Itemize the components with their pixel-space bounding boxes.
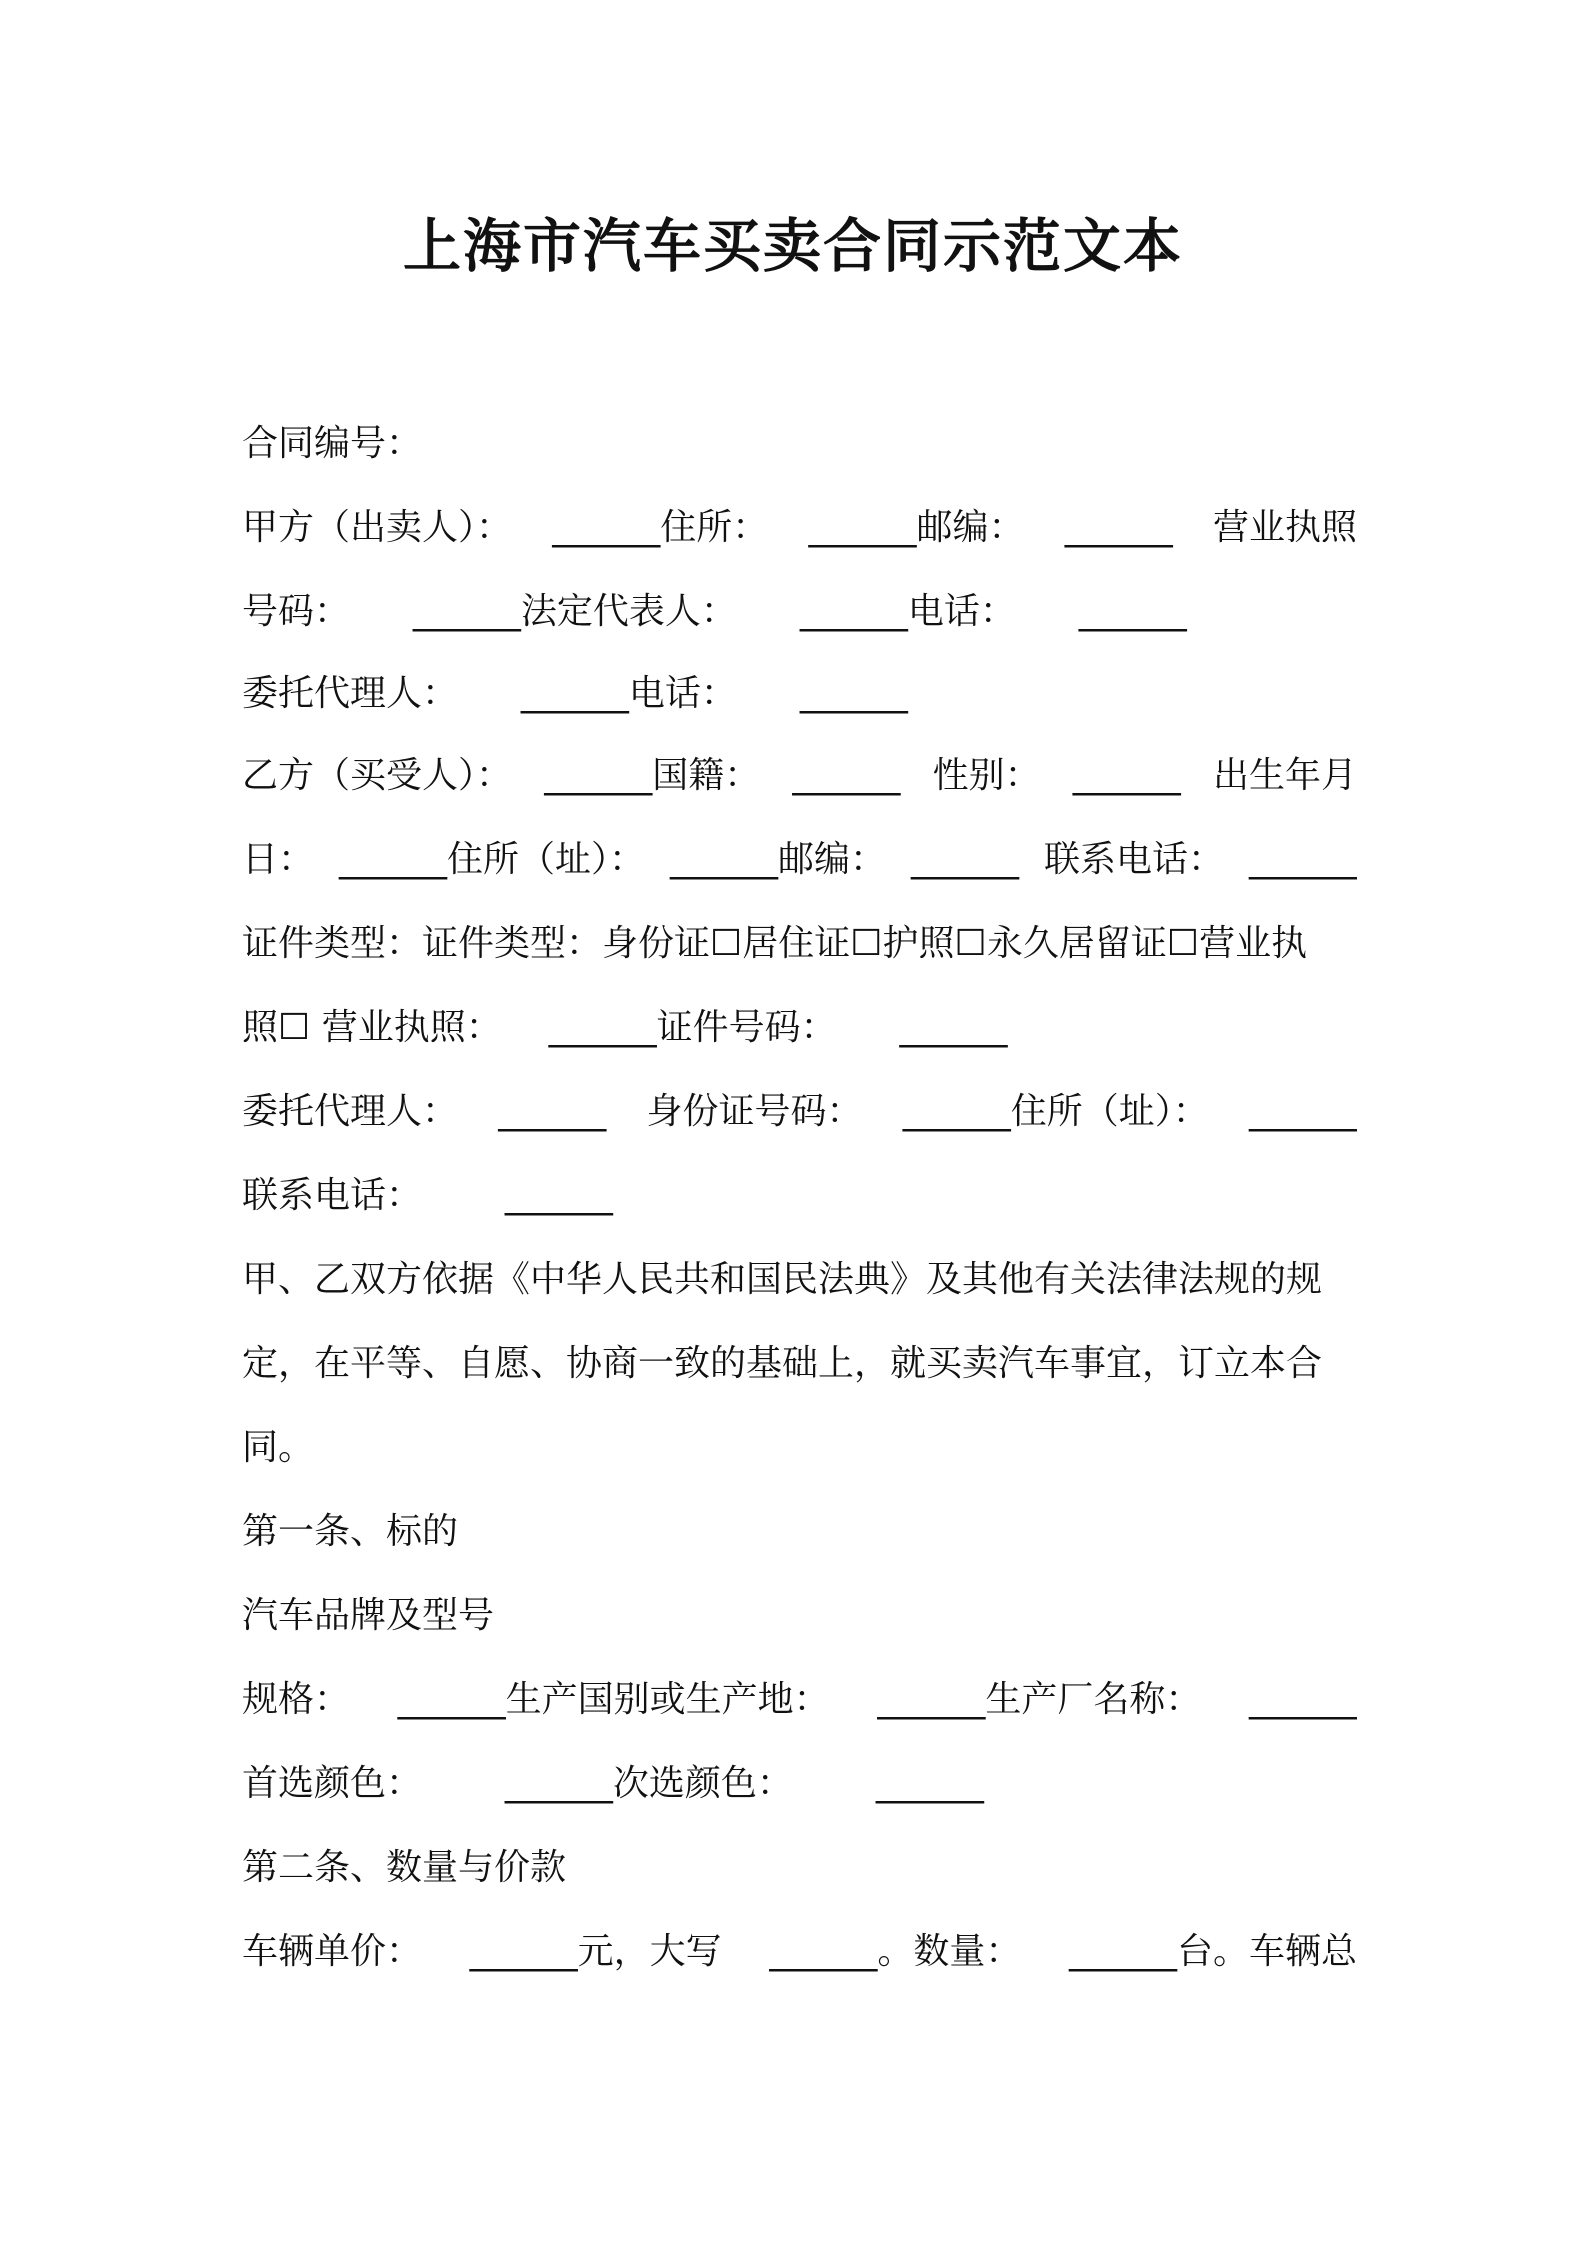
line-business-license bbox=[242, 986, 1357, 1070]
text-segment: 甲方（出卖人）： bbox=[242, 507, 513, 548]
text-segment: 委托代理人： bbox=[242, 673, 459, 714]
text-segment: ______生产厂名称： bbox=[877, 1679, 1202, 1720]
section-heading-article-1 bbox=[242, 1490, 1357, 1574]
contract-body bbox=[242, 402, 1357, 1994]
line-preamble-2 bbox=[242, 1322, 1357, 1406]
text-segment: 出生年月 bbox=[1212, 755, 1357, 796]
text-segment: ______法定代表人： bbox=[412, 591, 737, 632]
text-segment: ______ bbox=[792, 755, 901, 796]
document-title: 上海市汽车买卖合同示范文本 bbox=[402, 212, 1183, 280]
text-segment: 规格： bbox=[242, 1679, 351, 1720]
line-party-a-1 bbox=[242, 486, 1357, 570]
text-segment: 车辆单价： bbox=[242, 1931, 423, 1972]
line-contact-phone bbox=[242, 1154, 1357, 1238]
line-contract-number bbox=[242, 402, 1357, 486]
text-segment: 汽车品牌及型号 bbox=[242, 1595, 495, 1636]
text-segment: 营业执照 bbox=[1212, 507, 1357, 548]
text-segment: 同。 bbox=[242, 1427, 315, 1468]
line-preamble-3 bbox=[242, 1406, 1357, 1490]
text-segment: 第一条、标的 bbox=[242, 1511, 459, 1552]
text-segment: 日： bbox=[242, 839, 315, 880]
text-segment: ______ bbox=[1248, 1091, 1357, 1132]
line-party-b-1 bbox=[242, 734, 1357, 818]
text-segment: 委托代理人： bbox=[242, 1091, 459, 1132]
text-segment: 联系电话： bbox=[242, 1175, 423, 1216]
line-brand-model bbox=[242, 1574, 1357, 1658]
text-segment: ______国籍： bbox=[544, 755, 761, 796]
text-segment: ______ bbox=[1064, 507, 1173, 548]
text-segment: ______。数量： bbox=[769, 1931, 1022, 1972]
text-segment: ______ bbox=[899, 1007, 1008, 1048]
text-segment: ______电话： bbox=[520, 673, 737, 714]
line-specification bbox=[242, 1658, 1357, 1742]
text-segment: 第二条、数量与价款 bbox=[242, 1847, 567, 1888]
text-segment: ______住所（址）： bbox=[339, 839, 646, 880]
text-segment: ______ bbox=[504, 1175, 613, 1216]
text-segment: ______邮编： bbox=[808, 507, 1025, 548]
line-party-b-2 bbox=[242, 818, 1357, 902]
text-segment: 号码： bbox=[242, 591, 351, 632]
text-segment: 照☐ 营业执照： bbox=[242, 1007, 502, 1048]
line-id-type bbox=[242, 902, 1357, 986]
line-party-a-2 bbox=[242, 570, 1357, 654]
text-segment: ______ bbox=[1078, 591, 1187, 632]
text-segment: ______住所： bbox=[552, 507, 769, 548]
text-segment: 身份证号码： bbox=[646, 1091, 863, 1132]
line-party-b-agent bbox=[242, 1070, 1357, 1154]
text-segment: ______生产国别或生产地： bbox=[397, 1679, 830, 1720]
text-segment: ______ bbox=[1248, 839, 1357, 880]
text-segment: 乙方（买受人）： bbox=[242, 755, 513, 796]
line-party-a-agent bbox=[242, 654, 1357, 734]
text-segment: 联系电话： bbox=[1043, 839, 1224, 880]
text-segment: 性别： bbox=[932, 755, 1041, 796]
text-segment: ______元，大写 bbox=[469, 1931, 722, 1972]
text-segment: ______次选颜色： bbox=[504, 1763, 793, 1804]
text-segment: ______ bbox=[911, 839, 1019, 880]
text-segment: ______ bbox=[799, 673, 908, 714]
text-segment: ______ bbox=[1072, 755, 1181, 796]
line-unit-price bbox=[242, 1910, 1357, 1994]
section-heading-article-2 bbox=[242, 1826, 1357, 1910]
line-preamble-1 bbox=[242, 1238, 1357, 1322]
text-segment: ______台。车辆总 bbox=[1068, 1931, 1357, 1972]
text-segment: ______ bbox=[875, 1763, 984, 1804]
text-segment: ______ bbox=[1248, 1679, 1357, 1720]
text-segment: 证件类型：证件类型：身份证☐居住证☐护照☐永久居留证☐营业执 bbox=[242, 923, 1308, 964]
text-segment: ______住所（址）： bbox=[902, 1091, 1209, 1132]
text-segment: 合同编号： bbox=[242, 423, 423, 464]
text-segment: ______电话： bbox=[799, 591, 1016, 632]
text-segment: ______邮编： bbox=[670, 839, 887, 880]
text-segment: ______ bbox=[498, 1091, 607, 1132]
line-colors bbox=[242, 1742, 1357, 1826]
text-segment: 首选颜色： bbox=[242, 1763, 423, 1804]
text-segment: 定，在平等、自愿、协商一致的基础上，就买卖汽车事宜，订立本合 bbox=[242, 1343, 1323, 1384]
text-segment: 甲、乙双方依据《中华人民共和国民法典》及其他有关法律法规的规 bbox=[242, 1259, 1323, 1300]
text-segment: ______证件号码： bbox=[548, 1007, 837, 1048]
